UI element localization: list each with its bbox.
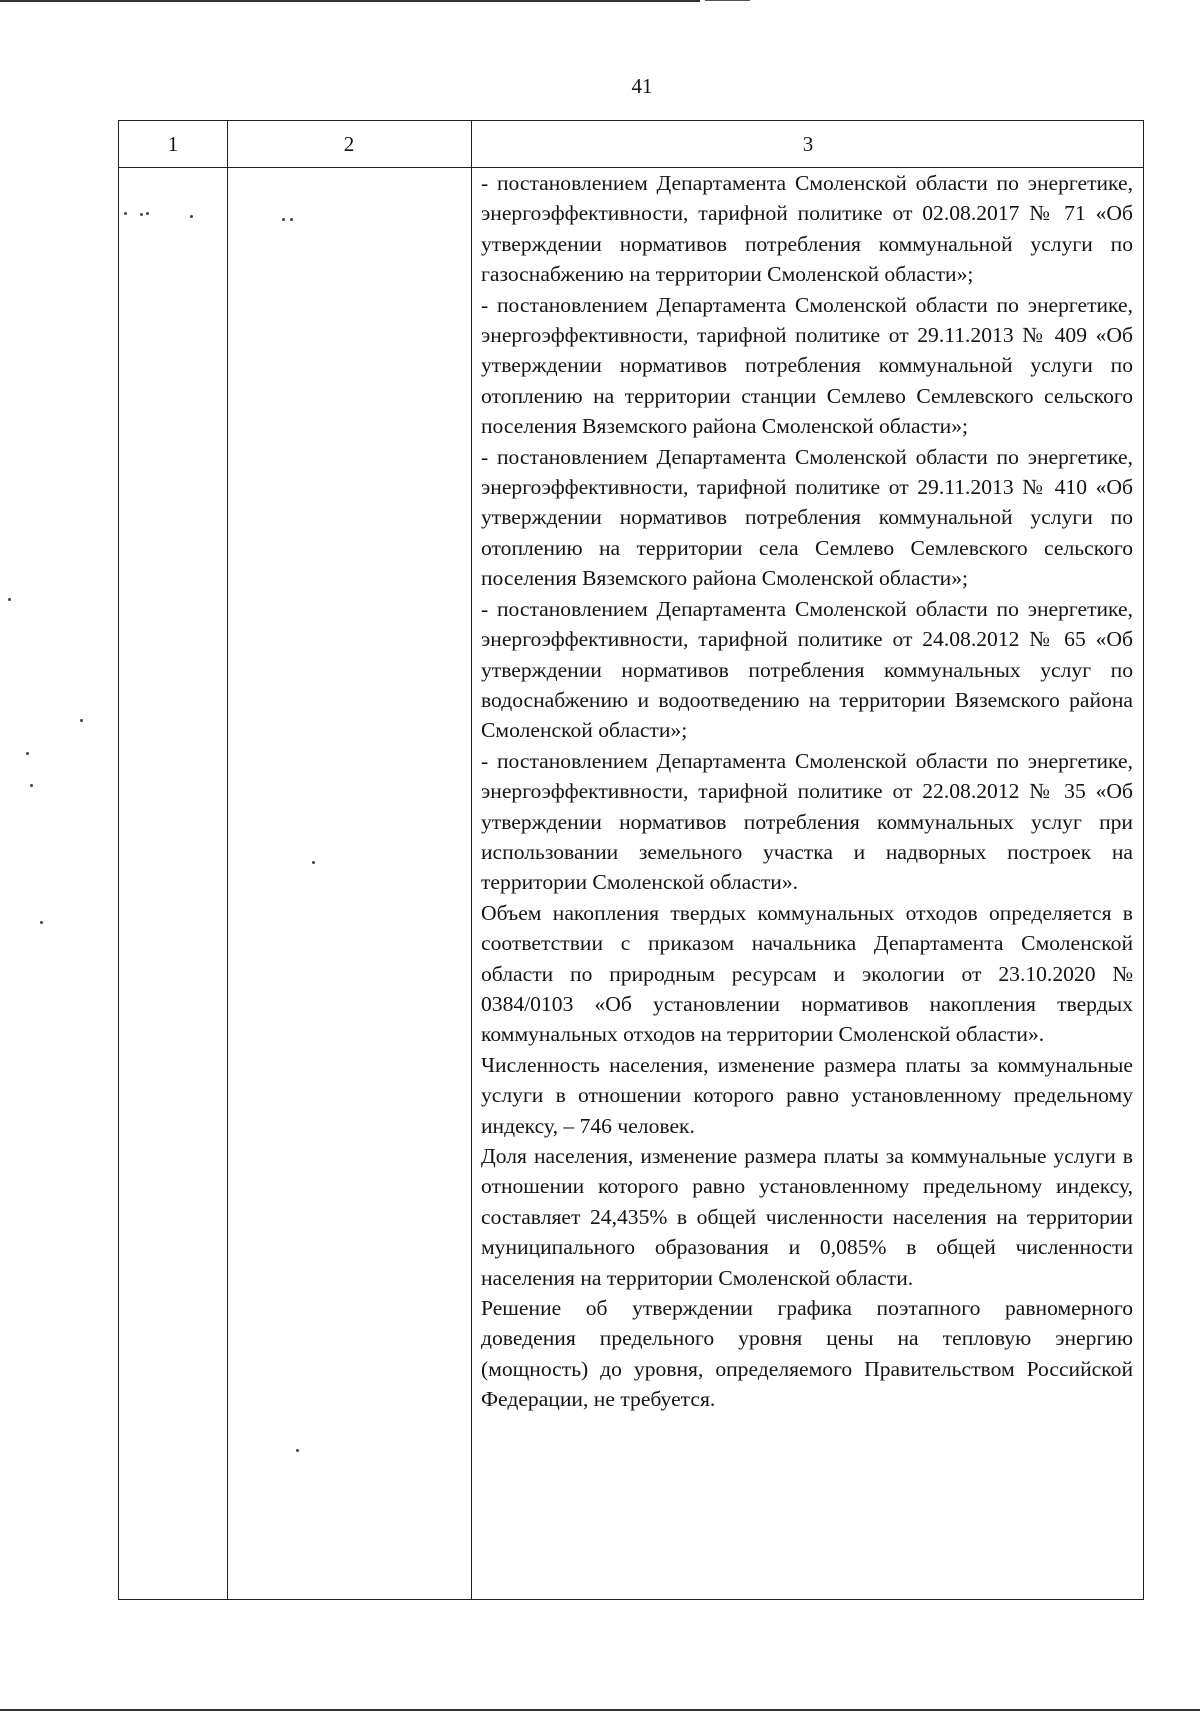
scan-speck: [26, 752, 29, 755]
column-divider: [471, 121, 472, 1599]
scan-edge-top-fragment: [705, 0, 750, 1]
paragraph-price-schedule: Решение об утверждении графика поэтапного равномерного доведения предельного уровня цены на тепловую энергию (мощность) до уровня, определяемого Правительством Российской Федерации, не требуется.: [481, 1296, 1133, 1412]
regulation-table: [118, 120, 1144, 1600]
column-header-3: 3: [802, 132, 814, 156]
paragraph-waste-volume: Объем накопления твердых коммунальных отходов определяется в соответствии с приказом начальника Департамента Смоленской области по природным ресурсам и экологии от 23.10.2020 № 0384/0103 «Об установлении нормативов накопления твердых коммунальных отходов на территории Смоленской области».: [481, 900, 1133, 1047]
scan-edge-bottom: [0, 1709, 1200, 1711]
paragraph-resolution-35: - постановлением Департамента Смоленской области по энергетике, энергоэффективности, тарифной политике от 22.08.2012 № 35 «Об утверждении нормативов потребления коммунальных услуг при использовании земельного участка и надворных построек на территории Смоленской области».: [481, 748, 1133, 895]
scan-edge-top: [0, 0, 700, 2]
scan-speck: [80, 719, 83, 722]
paragraph-resolution-71: - постановлением Департамента Смоленской области по энергетике, энергоэффективности, тарифной политике от 02.08.2017 № 71 «Об утверждении нормативов потребления коммунальной услуги по газоснабжению на территории Смоленской области»;: [481, 171, 1133, 287]
paragraph-population-count: Численность населения, изменение размера платы за коммунальные услуги в отношении которого равно установленному предельному индексу, – 746 человек.: [481, 1052, 1133, 1138]
scan-speck: [30, 784, 33, 787]
page-number: 41: [631, 74, 653, 98]
scan-speck: [40, 921, 43, 924]
column-header-1: 1: [167, 132, 179, 156]
column-3-content: [481, 168, 1133, 1415]
scan-speck: [8, 598, 11, 601]
paragraph-resolution-409: - постановлением Департамента Смоленской области по энергетике, энергоэффективности, тарифной политике от 29.11.2013 № 409 «Об утверждении нормативов потребления коммунальной услуги по отоплению на территории станции Семлево Семлевского сельского поселения Вяземского района Смоленской области»;: [481, 292, 1133, 439]
paragraph-resolution-410: - постановлением Департамента Смоленской области по энергетике, энергоэффективности, тарифной политике от 29.11.2013 № 410 «Об утверждении нормативов потребления коммунальной услуги по отоплению на территории села Семлево Семлевского сельского поселения Вяземского района Смоленской области»;: [481, 444, 1133, 591]
paragraph-population-share: Доля населения, изменение размера платы за коммунальные услуги в отношении которого равно установленному предельному индексу, составляет 24,435% в общей численности населения на территории муниципального образования и 0,085% в общей численности населения на территории Смоленской области.: [481, 1144, 1133, 1290]
column-header-2: 2: [343, 132, 355, 156]
paragraph-resolution-65: - постановлением Департамента Смоленской области по энергетике, энергоэффективности, тарифной политике от 24.08.2012 № 65 «Об утверждении нормативов потребления коммунальных услуг по водоснабжению и водоотведению на территории Вяземского района Смоленской области»;: [481, 596, 1133, 743]
column-divider: [227, 121, 228, 1599]
